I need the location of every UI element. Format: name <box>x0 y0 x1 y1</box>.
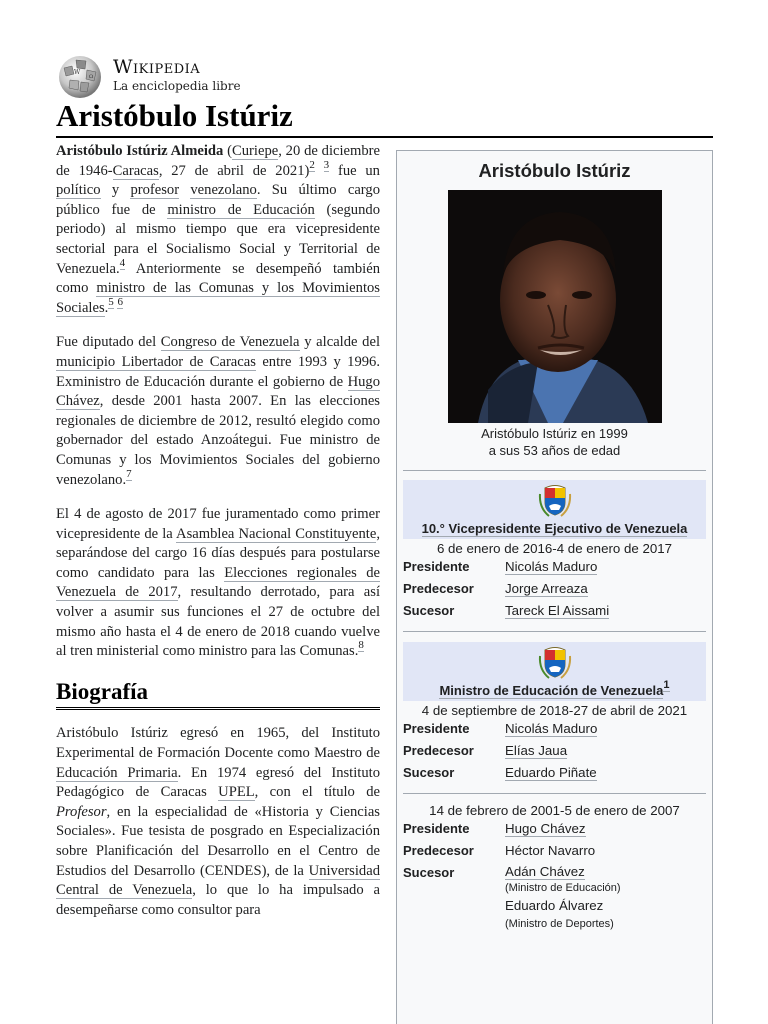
infobox <box>396 150 713 1024</box>
office-dates: 6 de enero de 2016-4 de enero de 2017 <box>436 541 673 556</box>
wikipedia-tagline: La enciclopedia libre <box>113 79 241 93</box>
label-sucesor: Sucesor <box>403 765 455 780</box>
text: , separándose del cargo 16 días después para postularse como candidato para las <box>56 525 380 581</box>
text: y alcalde del <box>299 334 380 351</box>
row-predecesor <box>403 840 712 862</box>
link-profesor[interactable]: profesor <box>130 182 180 199</box>
sucesor-note: (Ministro de Educación) <box>505 882 621 894</box>
row-predecesor <box>403 740 712 762</box>
row-presidente <box>403 556 712 578</box>
birth-date-text: , 20 de diciembre de 1946- <box>56 143 380 179</box>
link-presidente[interactable]: Nicolás Maduro <box>505 721 598 736</box>
text: , en la especialidad de «Historia y Ciencias Sociales». Fue tesista de posgrado en Especialización sobre Planificación del Desarrollo en el Centro de Estudios del Desarrollo (CENDES), de la <box>56 803 380 879</box>
infobox-divider <box>403 793 706 794</box>
label-presidente: Presidente <box>403 821 470 836</box>
link-presidente[interactable]: Nicolás Maduro <box>505 559 598 574</box>
link-presidente[interactable]: Hugo Chávez <box>505 821 586 836</box>
row-sucesor <box>403 762 712 784</box>
label-predecesor: Predecesor <box>403 581 474 596</box>
wikipedia-wordmark: Wikipedia <box>113 56 201 78</box>
link-caracas[interactable]: Caracas <box>112 162 159 179</box>
ref-3[interactable] <box>324 159 330 172</box>
sucesor-values <box>505 863 621 931</box>
infobox-divider <box>403 631 706 632</box>
ref-5-link[interactable]: 5 <box>108 295 114 308</box>
office-link-vicepresidente[interactable]: 10.° Vicepresidente Ejecutivo de Venezuela <box>421 521 688 536</box>
death-date-text: , 27 de abril de 2021) <box>158 162 310 179</box>
text: entre 1993 y 1996. Exministro de Educación durante el gobierno de <box>56 353 380 390</box>
label-sucesor: Sucesor <box>403 865 455 880</box>
text: , desde 2001 hasta 2007. En las elecciones regionales de diciembre de 2012, resultó elegido como gobernador del estado Anzoátegui. Fue ministro de Comunas y los Movimientos Sociales del gobierno venezolano. <box>56 393 380 488</box>
portrait-photo[interactable] <box>448 190 662 423</box>
sucesor-note: (Ministro de Deportes) <box>505 918 614 930</box>
text: . En 1974 egresó del Instituto Pedagógico de Caracas <box>56 764 380 801</box>
link-educacion-primaria[interactable]: Educación Primaria <box>56 764 178 781</box>
link-municipio-libertador[interactable]: municipio Libertador de Caracas <box>56 353 256 370</box>
text: . <box>104 299 109 316</box>
link-elecciones-2017[interactable]: Elecciones regionales de Venezuela de 2017 <box>56 564 380 601</box>
ref-2[interactable] <box>309 159 315 172</box>
ref-8[interactable] <box>358 639 364 652</box>
office-link-ministro-educacion[interactable]: Ministro de Educación de Venezuela <box>439 683 664 698</box>
portrait-caption <box>397 425 712 459</box>
ref-6-link[interactable]: 6 <box>117 295 123 308</box>
ref-8-link[interactable]: 8 <box>358 639 364 652</box>
label-predecesor: Predecesor <box>403 843 474 858</box>
ref-7-link[interactable]: 7 <box>126 467 132 480</box>
coat-of-arms-icon[interactable] <box>537 646 573 680</box>
link-upel[interactable]: UPEL <box>218 784 255 801</box>
ref-4-link[interactable]: 4 <box>119 256 126 269</box>
ref-6[interactable] <box>117 296 123 309</box>
ref-5[interactable] <box>108 296 114 309</box>
svg-text:Ω: Ω <box>89 74 94 80</box>
text: , lo que lo ha impulsado a desempeñarse como consultor para <box>56 882 381 918</box>
text <box>179 182 190 198</box>
wikipedia-globe-logo[interactable] <box>56 54 104 100</box>
row-presidente <box>403 818 712 840</box>
caption-line-1: Aristóbulo Istúriz en 1999 <box>481 426 628 441</box>
coat-of-arms-icon[interactable] <box>537 484 573 518</box>
link-predecesor[interactable]: Jorge Arreaza <box>505 581 588 596</box>
link-sucesor[interactable]: Eduardo Piñate <box>505 765 597 780</box>
infobox-title: Aristóbulo Istúriz <box>478 160 631 181</box>
link-politico[interactable]: político <box>56 182 101 199</box>
link-ministro-educacion[interactable]: ministro de Educación <box>167 201 315 218</box>
ref-1-link[interactable]: 1 <box>663 679 670 691</box>
row-sucesor <box>403 862 712 930</box>
text: . Su último cargo público fue de <box>56 182 380 218</box>
label-sucesor: Sucesor <box>403 603 455 618</box>
link-predecesor[interactable]: Elías Jaua <box>505 743 568 758</box>
page-title: Aristóbulo Istúriz <box>56 98 293 133</box>
link-congreso[interactable]: Congreso de Venezuela <box>160 334 300 351</box>
section-divider <box>56 707 380 710</box>
label-presidente: Presidente <box>403 559 470 574</box>
intro-paragraph: Aristóbulo Istúriz Almeida (Curiepe, 20 de diciembre de 1946-Caracas, 27 de abril de 2021)$^2$ $^3$ fue un político y profesor venezolano. Su último cargo público fue de ministro de Educación (segundo periodo) al mismo tiempo que era vicepresidente sectorial para el Socialismo Social y Territorial de Venezuela.$^4$ Anteriormente se desempeñó también como ministro de las Comunas y los Movimientos Sociales.$^5$ $^6$ <box>56 143 380 316</box>
paragraph-constituyente <box>56 505 380 662</box>
ref-2-link[interactable]: 2 <box>309 158 315 171</box>
office-header-vicepresidente <box>403 480 706 539</box>
text: Aristóbulo Istúriz egresó en 1965, del Instituto Experimental de Formación Docente como Maestro de <box>56 725 380 762</box>
svg-text:W: W <box>74 69 81 76</box>
link-asamblea-constituyente[interactable]: Asamblea Nacional Constituyente <box>176 525 377 542</box>
section-heading-biografia: Biografía <box>56 678 148 704</box>
ref-1[interactable] <box>663 679 669 692</box>
title-divider <box>56 136 713 138</box>
row-predecesor <box>403 578 712 600</box>
sucesor-eduardo-alvarez: Eduardo Álvarez <box>505 898 604 913</box>
office-title-vicepresidente[interactable] <box>403 518 706 539</box>
label-presidente: Presidente <box>403 721 470 736</box>
link-ucv[interactable]: Universidad Central de Venezuela <box>56 862 380 899</box>
wikipedia-header[interactable] <box>56 54 356 100</box>
paragraph-biografia <box>56 724 380 920</box>
row-presidente <box>403 718 712 740</box>
text: El 4 de agosto de 2017 fue juramentado como primer vicepresidente de la <box>56 506 380 542</box>
link-venezolano[interactable]: venezolano <box>190 182 257 199</box>
office-dates: 14 de febrero de 2001-5 de enero de 2007 <box>429 803 680 818</box>
paragraph-career <box>56 333 380 490</box>
text: , resultando derrotado, para así volver a asumir sus funciones el 27 de octubre del mismo año hasta el 4 de enero de 2018 cuando vuelve al tren ministerial como ministro para las Comunas. <box>56 584 381 660</box>
text: fue un <box>337 162 380 179</box>
text: , con el título de <box>254 784 380 801</box>
office-title-ministro-educacion[interactable] <box>403 680 706 701</box>
predecesor-value: Héctor Navarro <box>505 843 596 858</box>
text: Fue diputado del <box>56 334 161 351</box>
row-sucesor <box>403 600 712 622</box>
text: Anteriormente se desempeñó también como <box>56 260 380 297</box>
ref-7[interactable] <box>126 468 132 481</box>
text: y <box>100 182 131 199</box>
office-header-ministro-educacion <box>403 642 706 701</box>
link-sucesor[interactable]: Tareck El Aissami <box>505 603 610 618</box>
link-sucesor-adan-chavez[interactable]: Adán Chávez <box>505 864 585 879</box>
label-predecesor: Predecesor <box>403 743 474 758</box>
ref-3-link[interactable]: 3 <box>323 158 330 171</box>
link-ministro-comunas[interactable]: ministro de las Comunas y los Movimientos Sociales <box>56 280 380 316</box>
text: (segundo periodo) al mismo tiempo que era vicepresidente sectorial para el Socialismo Social y Territorial de Venezuela. <box>56 201 380 277</box>
article-body <box>56 142 380 935</box>
subject-name: Aristóbulo Istúriz Almeida <box>56 143 224 159</box>
office-dates: 4 de septiembre de 2018-27 de abril de 2021 <box>421 703 688 718</box>
link-hugo-chavez[interactable]: Hugo Chávez <box>56 373 380 410</box>
infobox-divider <box>403 470 706 471</box>
caption-line-2: a sus 53 años de edad <box>488 443 621 458</box>
link-curiepe[interactable]: Curiepe <box>232 143 279 159</box>
italic-profesor: Profesor <box>56 803 107 820</box>
